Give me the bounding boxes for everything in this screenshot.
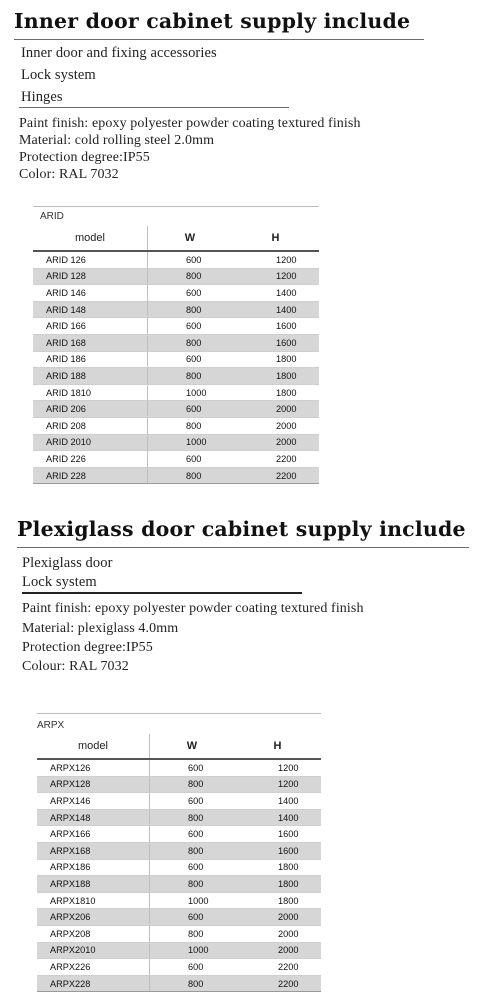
section1-supply-item: Hinges	[21, 89, 63, 105]
table-header-row	[33, 226, 319, 251]
section1-spec-line: Protection degree:IP55	[19, 150, 150, 165]
cell-width: 800	[148, 268, 233, 285]
column-header-h: H	[234, 734, 321, 759]
cell-model: ARID 206	[33, 401, 148, 418]
table-row	[33, 467, 319, 484]
cell-model: ARID 2010	[33, 434, 148, 451]
table-row	[37, 909, 321, 926]
cell-width: 600	[148, 401, 233, 418]
cell-model: ARPX148	[37, 809, 150, 826]
cell-height: 1800	[232, 351, 319, 368]
cell-width: 600	[148, 451, 233, 468]
cell-width: 1000	[150, 892, 235, 909]
cell-width: 600	[148, 251, 233, 268]
cell-model: ARID 166	[33, 318, 148, 335]
cell-model: ARPX188	[37, 876, 150, 893]
cell-width: 800	[148, 467, 233, 484]
cell-width: 600	[150, 793, 235, 810]
table-row	[37, 859, 321, 876]
table-row	[33, 451, 319, 468]
table-row	[33, 384, 319, 401]
table-row	[37, 876, 321, 893]
cell-height: 1200	[234, 776, 321, 793]
section1-table-top-rule	[33, 206, 319, 207]
cell-model: ARPX228	[37, 975, 150, 992]
cell-height: 1800	[234, 859, 321, 876]
cell-height: 1400	[234, 809, 321, 826]
cell-height: 1200	[234, 759, 321, 776]
table-row	[33, 417, 319, 434]
cell-height: 1200	[232, 251, 319, 268]
cell-model: ARID 126	[33, 251, 148, 268]
table-row	[37, 809, 321, 826]
cell-height: 1200	[232, 268, 319, 285]
table-header-row	[37, 734, 321, 759]
cell-model: ARPX2010	[37, 942, 150, 959]
cell-height: 1800	[232, 384, 319, 401]
cell-height: 2200	[234, 959, 321, 976]
cell-model: ARID 188	[33, 368, 148, 385]
section2-supply-item: Lock system	[22, 574, 97, 590]
cell-width: 600	[150, 759, 235, 776]
cell-width: 600	[148, 351, 233, 368]
section1-supply-item: Inner door and fixing accessories	[21, 45, 217, 61]
cell-width: 800	[150, 809, 235, 826]
section2-table-top-rule	[37, 713, 321, 714]
cell-height: 1800	[232, 368, 319, 385]
section2-table-caption: ARPX	[37, 720, 65, 731]
cell-width: 600	[148, 318, 233, 335]
cell-model: ARID 148	[33, 301, 148, 318]
table-row	[33, 401, 319, 418]
section2-spec-line: Colour: RAL 7032	[22, 659, 129, 674]
section1-supply-rule	[19, 107, 289, 108]
cell-height: 1600	[234, 826, 321, 843]
cell-height: 2000	[234, 909, 321, 926]
table-row	[33, 318, 319, 335]
table-row	[37, 842, 321, 859]
cell-width: 800	[148, 301, 233, 318]
cell-height: 2000	[232, 417, 319, 434]
column-header-h: H	[232, 226, 319, 251]
cell-width: 800	[150, 975, 235, 992]
table-row	[33, 434, 319, 451]
table-row	[33, 251, 319, 268]
table-row	[37, 975, 321, 992]
cell-height: 2200	[232, 467, 319, 484]
table-row	[37, 793, 321, 810]
section1-supply-item: Lock system	[21, 67, 96, 83]
table-row	[37, 925, 321, 942]
cell-model: ARID 168	[33, 334, 148, 351]
table-row	[33, 268, 319, 285]
cell-height: 2000	[232, 401, 319, 418]
cell-width: 800	[150, 776, 235, 793]
cell-height: 2000	[232, 434, 319, 451]
cell-model: ARID 186	[33, 351, 148, 368]
cell-model: ARPX126	[37, 759, 150, 776]
column-header-w: W	[148, 226, 233, 251]
cell-height: 2000	[234, 942, 321, 959]
section2-supply-item: Plexiglass door	[22, 555, 113, 571]
cell-model: ARID 226	[33, 451, 148, 468]
cell-width: 800	[148, 417, 233, 434]
column-header-w: W	[150, 734, 235, 759]
section1-spec-line: Paint finish: epoxy polyester powder coating textured finish	[19, 116, 361, 131]
cell-width: 800	[150, 925, 235, 942]
cell-width: 800	[150, 876, 235, 893]
cell-height: 2200	[234, 975, 321, 992]
cell-height: 1800	[234, 892, 321, 909]
cell-width: 600	[150, 826, 235, 843]
cell-height: 1800	[234, 876, 321, 893]
cell-model: ARID 146	[33, 285, 148, 302]
section1-spec-line: Material: cold rolling steel 2.0mm	[19, 133, 215, 148]
cell-model: ARID 208	[33, 417, 148, 434]
cell-model: ARPX168	[37, 842, 150, 859]
cell-height: 1600	[234, 842, 321, 859]
cell-height: 1400	[234, 793, 321, 810]
table-row	[33, 334, 319, 351]
section2-spec-line: Paint finish: epoxy polyester powder coating textured finish	[22, 601, 364, 616]
section2-table	[37, 734, 321, 992]
cell-width: 600	[150, 959, 235, 976]
cell-model: ARPX166	[37, 826, 150, 843]
cell-model: ARID 228	[33, 467, 148, 484]
cell-height: 2200	[232, 451, 319, 468]
table-row	[37, 776, 321, 793]
section1-spec-line: Color: RAL 7032	[19, 167, 119, 182]
section2-title: Plexiglass door cabinet supply include	[17, 517, 466, 541]
cell-width: 600	[150, 909, 235, 926]
cell-model: ARPX146	[37, 793, 150, 810]
cell-model: ARPX128	[37, 776, 150, 793]
table-row	[37, 959, 321, 976]
table-row	[37, 759, 321, 776]
cell-model: ARPX1810	[37, 892, 150, 909]
cell-model: ARID 128	[33, 268, 148, 285]
cell-model: ARPX206	[37, 909, 150, 926]
table-row	[37, 826, 321, 843]
table-row	[33, 351, 319, 368]
cell-height: 1400	[232, 285, 319, 302]
cell-width: 800	[150, 842, 235, 859]
cell-model: ARPX226	[37, 959, 150, 976]
cell-model: ARID 1810	[33, 384, 148, 401]
table-row	[33, 301, 319, 318]
cell-width: 800	[148, 334, 233, 351]
table-row	[37, 892, 321, 909]
cell-height: 1600	[232, 334, 319, 351]
cell-height: 2000	[234, 925, 321, 942]
column-header-model: model	[33, 226, 148, 251]
section1-table	[33, 226, 319, 484]
cell-width: 600	[150, 859, 235, 876]
section1-table-caption: ARID	[40, 211, 64, 222]
section1-title: Inner door cabinet supply include	[14, 9, 411, 33]
cell-width: 800	[148, 368, 233, 385]
cell-width: 600	[148, 285, 233, 302]
cell-model: ARPX208	[37, 925, 150, 942]
cell-width: 1000	[150, 942, 235, 959]
table-row	[33, 285, 319, 302]
cell-height: 1600	[232, 318, 319, 335]
column-header-model: model	[37, 734, 150, 759]
section2-spec-line: Material: plexiglass 4.0mm	[22, 621, 179, 636]
section2-spec-line: Protection degree:IP55	[22, 640, 153, 655]
cell-model: ARPX186	[37, 859, 150, 876]
section1-title-rule	[14, 39, 424, 40]
cell-height: 1400	[232, 301, 319, 318]
section2-title-rule	[17, 547, 469, 548]
section2-supply-rule	[22, 592, 302, 594]
table-row	[33, 368, 319, 385]
cell-width: 1000	[148, 434, 233, 451]
cell-width: 1000	[148, 384, 233, 401]
table-row	[37, 942, 321, 959]
